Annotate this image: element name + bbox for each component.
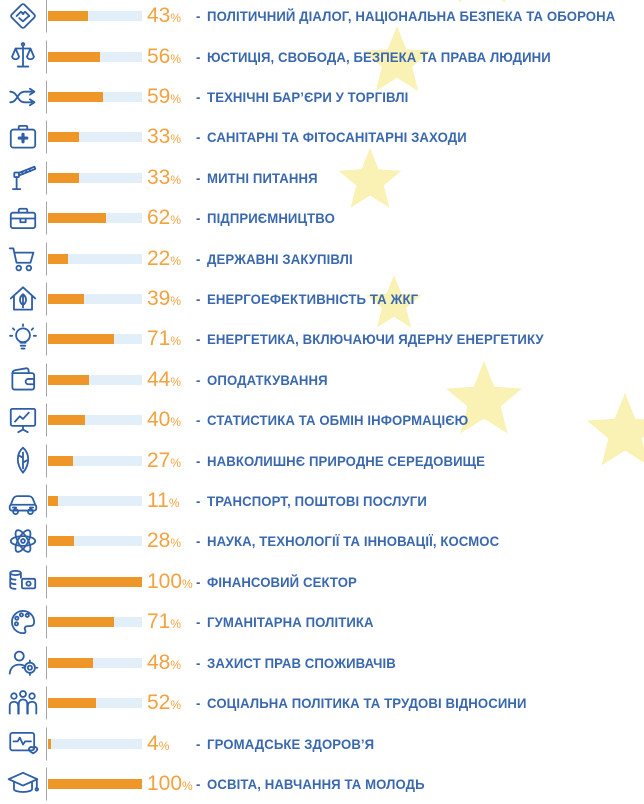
percent-value: 33%: [147, 165, 182, 189]
shopping-cart-icon: [4, 240, 42, 278]
sector-row: [0, 521, 644, 561]
sector-row: [0, 602, 644, 642]
sector-row: [0, 117, 644, 157]
sector-row: [0, 643, 644, 683]
consumer-protection-icon: [4, 644, 42, 682]
sector-row: [0, 400, 644, 440]
sector-row: [0, 319, 644, 359]
sector-label: - ТЕХНІЧНІ БАР’ЄРИ У ТОРГІВЛІ: [196, 89, 409, 106]
statistics-chart-icon: [4, 401, 42, 439]
progress-fill: [48, 92, 104, 102]
progress-fill: [48, 213, 106, 223]
progress-fill: [48, 294, 85, 304]
progress-fill: [48, 577, 142, 587]
sector-label: - ПОЛІТИЧНИЙ ДІАЛОГ, НАЦІОНАЛЬНА БЕЗПЕКА ТА ОБОРОНА: [196, 8, 616, 25]
finance-coins-icon: [4, 563, 42, 601]
progress-track: [48, 375, 142, 385]
progress-track: [48, 617, 142, 627]
progress-track: [48, 456, 142, 466]
sector-row: [0, 198, 644, 238]
progress-fill: [48, 658, 93, 668]
customs-barrier-icon: [4, 159, 42, 197]
progress-fill: [48, 52, 101, 62]
percent-value: 44%: [147, 367, 182, 391]
progress-track: [48, 658, 142, 668]
health-monitor-icon: [4, 725, 42, 763]
progress-track: [48, 52, 142, 62]
sector-row: [0, 683, 644, 723]
percent-value: 28%: [147, 529, 182, 553]
progress-track: [48, 496, 142, 506]
progress-fill: [48, 132, 79, 142]
progress-fill: [48, 334, 115, 344]
family-icon: [4, 684, 42, 722]
atom-icon: [4, 522, 42, 560]
sector-label: - САНІТАРНІ ТА ФІТОСАНІТАРНІ ЗАХОДИ: [196, 129, 467, 146]
sector-row: [0, 158, 644, 198]
sector-row: [0, 77, 644, 117]
percent-value: 52%: [147, 691, 182, 715]
progress-fill: [48, 779, 142, 789]
sector-label: - ТРАНСПОРТ, ПОШТОВІ ПОСЛУГИ: [196, 493, 427, 510]
percent-value: 43%: [147, 4, 182, 28]
sector-label: - НАУКА, ТЕХНОЛОГІЇ ТА ІННОВАЦІЇ, КОСМОС: [196, 533, 500, 550]
handshake-icon: [4, 0, 42, 35]
sector-row: [0, 764, 644, 804]
sector-label: - ФІНАНСОВИЙ СЕКТОР: [196, 573, 357, 590]
sector-row: [0, 360, 644, 400]
sector-row: [0, 562, 644, 602]
percent-value: 62%: [147, 206, 182, 230]
percent-value: 27%: [147, 448, 182, 472]
sector-row: [0, 238, 644, 278]
progress-track: [48, 577, 142, 587]
briefcase-icon: [4, 199, 42, 237]
wallet-icon: [4, 361, 42, 399]
light-bulb-icon: [4, 320, 42, 358]
percent-value: 39%: [147, 287, 182, 311]
percent-value: 56%: [147, 44, 182, 68]
progress-fill: [48, 698, 97, 708]
percent-value: 33%: [147, 125, 182, 149]
sector-row: [0, 481, 644, 521]
progress-fill: [48, 254, 69, 264]
sector-label: - ГУМАНІТАРНА ПОЛІТИКА: [196, 614, 374, 631]
sector-label: - ПІДПРИЄМНИЦТВО: [196, 210, 335, 227]
progress-track: [48, 698, 142, 708]
progress-track: [48, 92, 142, 102]
sector-label: - ОПОДАТКУВАННЯ: [196, 371, 328, 388]
progress-fill: [48, 536, 74, 546]
progress-track: [48, 11, 142, 21]
sector-label: - ЕНЕРГЕТИКА, ВКЛЮЧАЮЧИ ЯДЕРНУ ЕНЕРГЕТИКУ: [196, 331, 544, 348]
progress-fill: [48, 415, 86, 425]
percent-value: 22%: [147, 246, 182, 270]
percent-value: 4%: [147, 731, 170, 755]
sector-label: - ГРОМАДСЬКЕ ЗДОРОВ’Я: [196, 735, 375, 752]
sector-label: - ЮСТИЦІЯ, СВОБОДА, БЕЗПЕКА ТА ПРАВА ЛЮДИНИ: [196, 48, 551, 65]
progress-track: [48, 254, 142, 264]
progress-track: [48, 739, 142, 749]
graduation-cap-icon: [4, 765, 42, 803]
percent-value: 71%: [147, 327, 182, 351]
sector-label: - СТАТИСТИКА ТА ОБМІН ІНФОРМАЦІЄЮ: [196, 412, 469, 429]
sector-label: - ОСВІТА, НАВЧАННЯ ТА МОЛОДЬ: [196, 775, 425, 792]
progress-track: [48, 779, 142, 789]
progress-track: [48, 415, 142, 425]
sector-label: - ДЕРЖАВНІ ЗАКУПІВЛІ: [196, 250, 353, 267]
sector-row: [0, 0, 644, 36]
progress-fill: [48, 496, 58, 506]
progress-fill: [48, 375, 89, 385]
sector-row: [0, 36, 644, 76]
leaf-icon: [4, 442, 42, 480]
percent-value: 40%: [147, 408, 182, 432]
percent-value: 100%: [147, 569, 193, 593]
car-icon: [4, 482, 42, 520]
justice-scales-icon: [4, 38, 42, 76]
percent-value: 11%: [147, 489, 180, 513]
first-aid-icon: [4, 118, 42, 156]
sector-row: [0, 279, 644, 319]
percent-value: 59%: [147, 85, 182, 109]
progress-fill: [48, 456, 73, 466]
progress-track: [48, 536, 142, 546]
eco-home-icon: [4, 280, 42, 318]
progress-track: [48, 334, 142, 344]
progress-fill: [48, 173, 79, 183]
sector-label: - ЕНЕРГОЕФЕКТИВНІСТЬ ТА ЖКГ: [196, 291, 419, 308]
percent-value: 100%: [147, 772, 193, 796]
sector-label: - ЗАХИСТ ПРАВ СПОЖИВАЧІВ: [196, 654, 396, 671]
percent-value: 48%: [147, 650, 182, 674]
percent-value: 71%: [147, 610, 182, 634]
sector-label: - МИТНІ ПИТАННЯ: [196, 169, 318, 186]
progress-track: [48, 132, 142, 142]
progress-fill: [48, 617, 115, 627]
sector-label: - НАВКОЛИШНЄ ПРИРОДНЕ СЕРЕДОВИЩЕ: [196, 452, 486, 469]
palette-icon: [4, 603, 42, 641]
progress-fill: [48, 11, 88, 21]
progress-fill: [48, 739, 52, 749]
sector-row: [0, 723, 644, 763]
progress-track: [48, 173, 142, 183]
progress-track: [48, 213, 142, 223]
sector-row: [0, 440, 644, 480]
progress-track: [48, 294, 142, 304]
sector-label: - СОЦІАЛЬНА ПОЛІТИКА ТА ТРУДОВІ ВІДНОСИНИ: [196, 695, 527, 712]
trade-arrows-icon: [4, 78, 42, 116]
